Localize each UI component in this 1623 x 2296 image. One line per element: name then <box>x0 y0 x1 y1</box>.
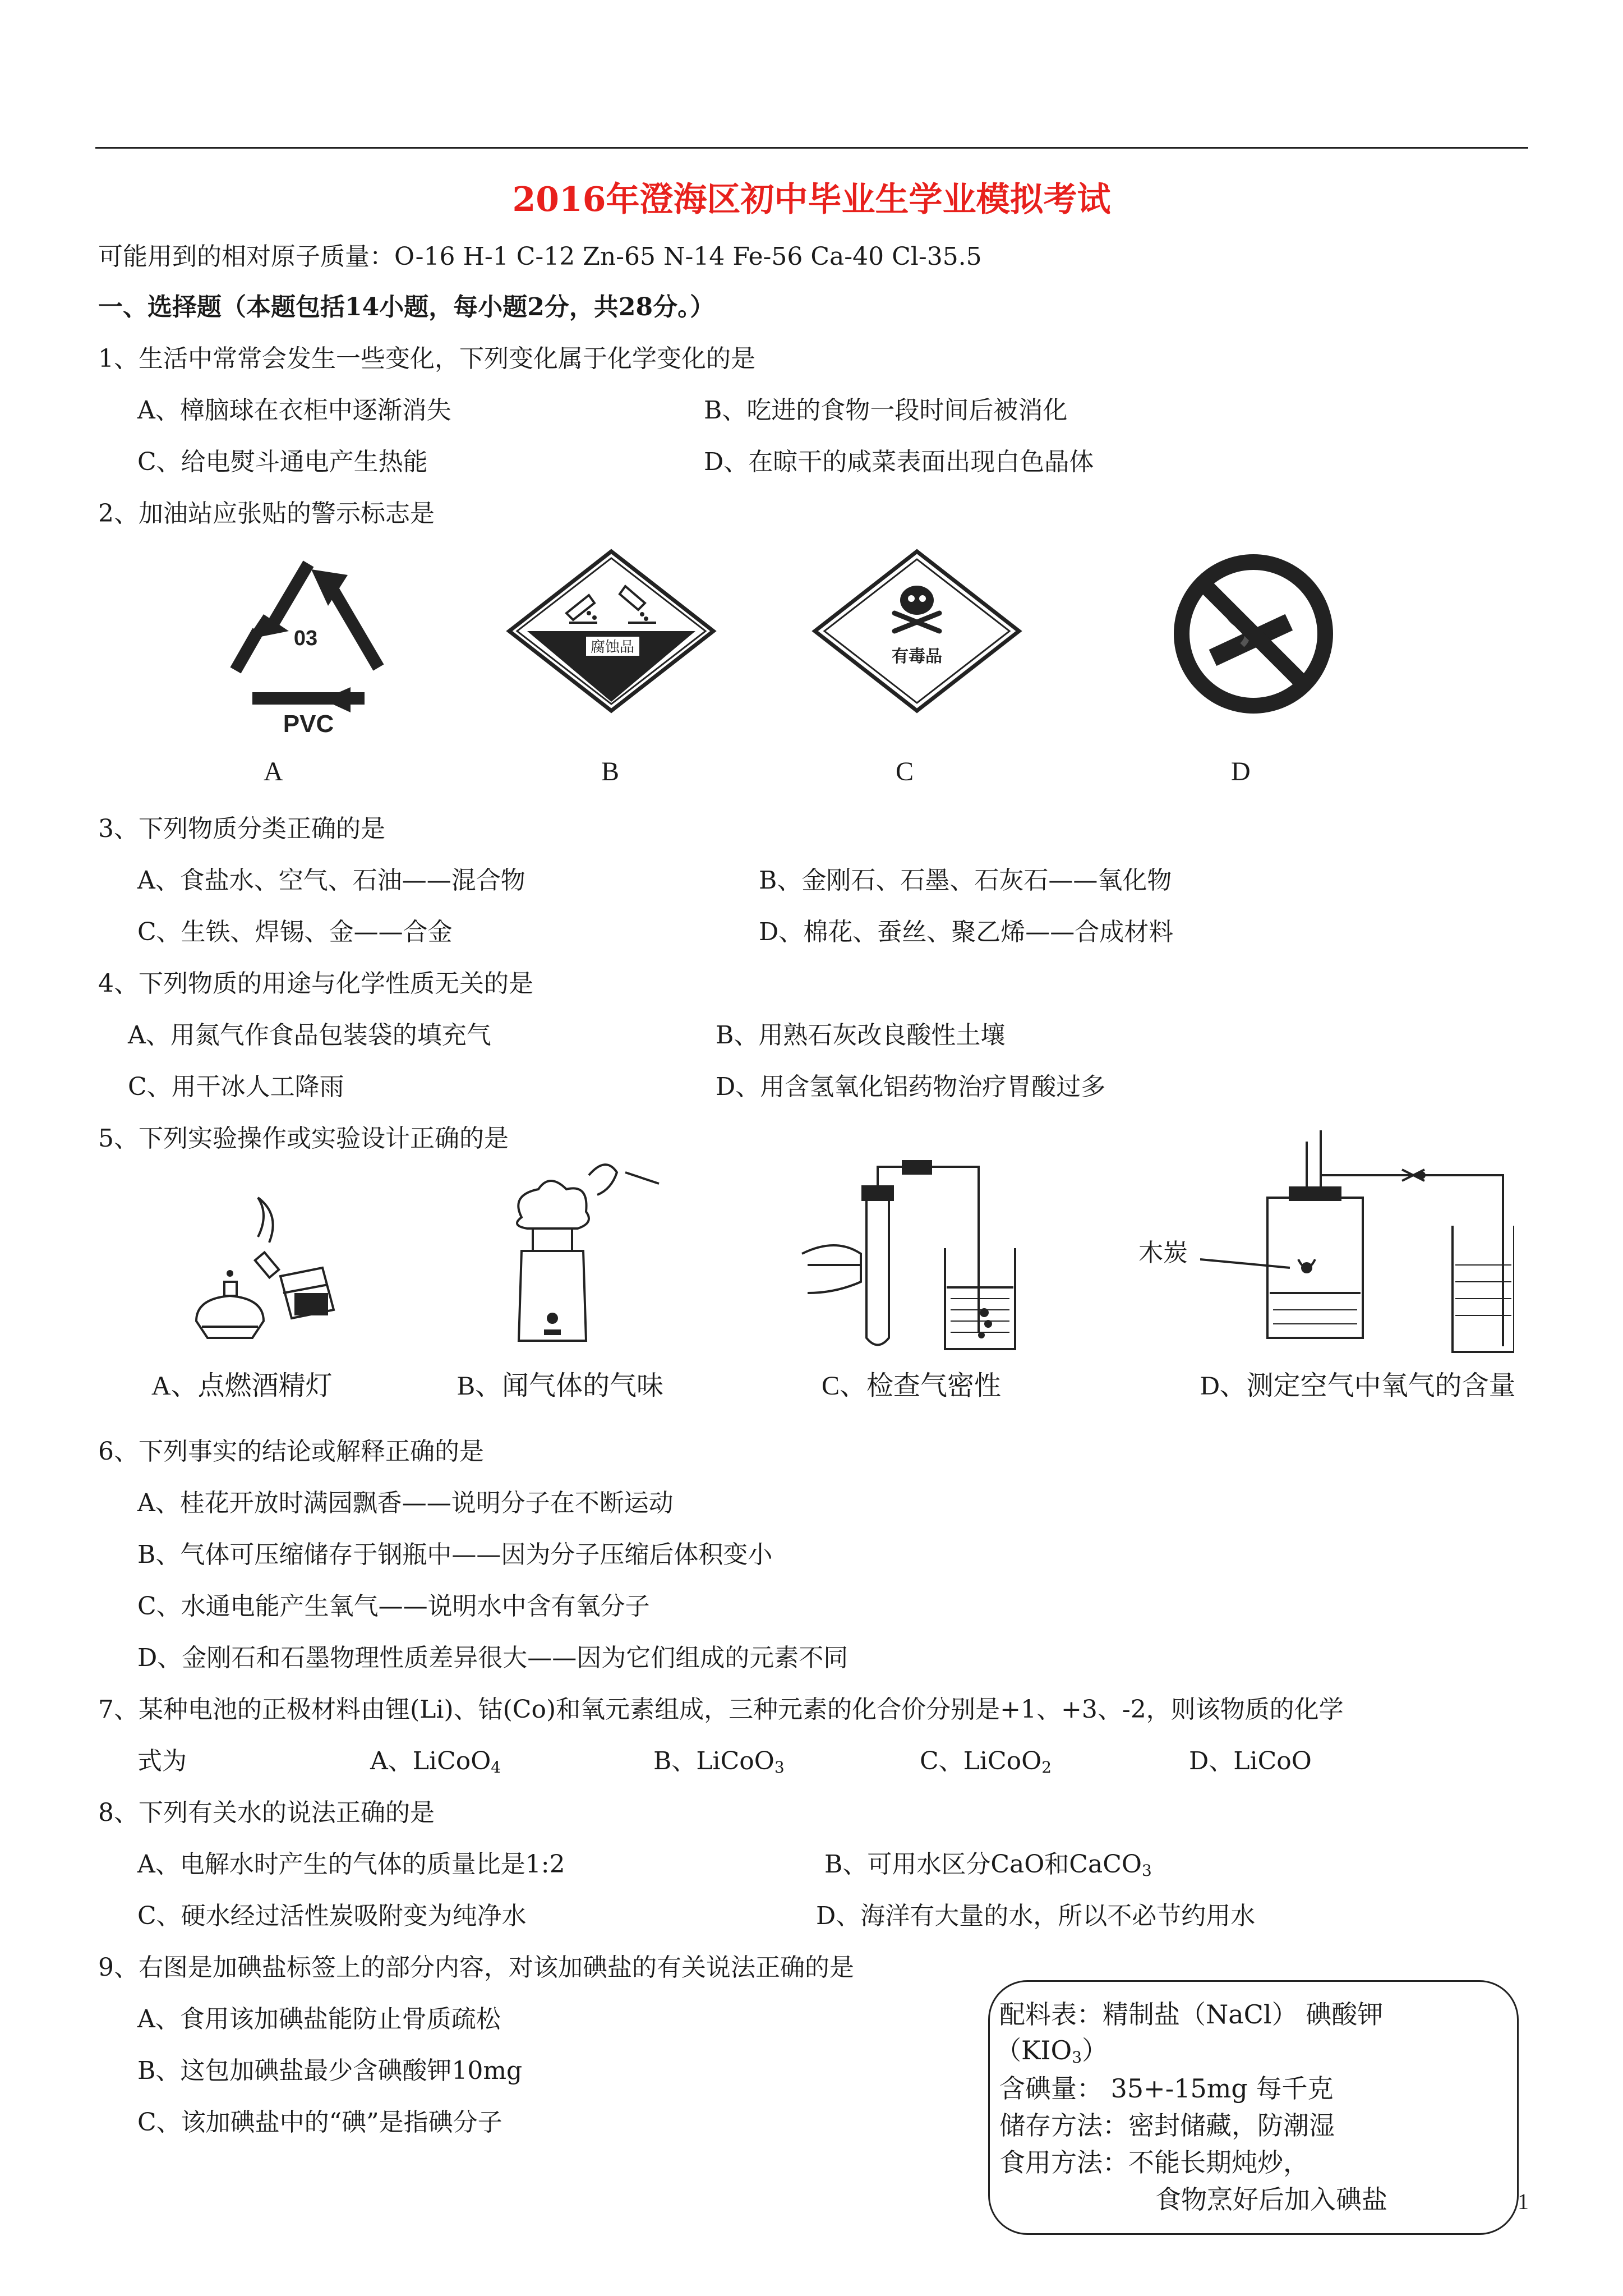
q4-stem: 4、下列物质的用途与化学性质无关的是 <box>98 969 533 998</box>
q3-stem: 3、下列物质分类正确的是 <box>98 815 385 843</box>
q4-option-b: B、用熟石灰改良酸性土壤 <box>716 1021 1006 1050</box>
q2-label-d: D <box>1231 757 1251 786</box>
exam-title: 2016年澄海区初中毕业生学业模拟考试 <box>512 180 1111 219</box>
salt-label-line1: 配料表：精制盐（NaCl） 碘酸钾 <box>999 1999 1384 2030</box>
sign-a-number: 03 <box>293 627 318 650</box>
no-smoking-sign <box>1169 550 1338 718</box>
q6-option-d: D、金刚石和石墨物理性质差异很大——因为它们组成的元素不同 <box>137 1644 849 1672</box>
q3-option-b: B、金刚石、石墨、石灰石——氧化物 <box>759 866 1172 895</box>
sign-c-text: 有毒品 <box>892 647 942 666</box>
q6-option-c: C、水通电能产生氧气——说明水中含有氧分子 <box>137 1592 650 1621</box>
q8-option-d: D、海洋有大量的水，所以不必节约用水 <box>816 1902 1256 1930</box>
q5-option-d: D、测定空气中氧气的含量 <box>1200 1371 1516 1401</box>
salt-label-line3: 含碘量： 35+-15mg 每千克 <box>999 2073 1334 2104</box>
corrosive-sign <box>505 547 718 715</box>
salt-label-line5: 食用方法：不能长期炖炒， <box>999 2147 1309 2178</box>
sign-b-text: 腐蚀品 <box>590 639 635 656</box>
alcohol-lamp-figure <box>185 1164 365 1355</box>
q4-option-c: C、用干冰人工降雨 <box>128 1073 344 1101</box>
smell-gas-figure <box>488 1150 667 1358</box>
q6-option-b: B、气体可压缩储存于钢瓶中——因为分子压缩后体积变小 <box>137 1540 773 1569</box>
atomic-masses: 可能用到的相对原子质量：O-16 H-1 C-12 Zn-65 N-14 Fe-56 Ca-40 Cl-35.5 <box>98 242 982 271</box>
q1-option-b: B、吃进的食物一段时间后被消化 <box>704 396 1068 425</box>
q7-option-c: C、LiCoO$_2$ <box>920 1747 1052 1777</box>
charcoal-label: 木炭 <box>1138 1239 1188 1267</box>
salt-label-line6: 食物烹好后加入碘盐 <box>1155 2184 1387 2215</box>
q8-stem: 8、下列有关水的说法正确的是 <box>98 1798 435 1827</box>
q1-option-d: D、在晾干的咸菜表面出现白色晶体 <box>704 448 1094 476</box>
airtightness-figure <box>791 1153 1038 1355</box>
q9-stem: 9、右图是加碘盐标签上的部分内容，对该加碘盐的有关说法正确的是 <box>98 1953 854 1982</box>
q1-option-c: C、给电熨斗通电产生热能 <box>137 448 428 476</box>
q1-option-a: A、樟脑球在衣柜中逐渐消失 <box>137 396 451 425</box>
sign-a-text: PVC <box>283 710 334 738</box>
q7-option-a: A、LiCoO$_4$ <box>370 1747 501 1777</box>
header-rule <box>95 147 1528 149</box>
q1-stem: 1、生活中常常会发生一些变化，下列变化属于化学变化的是 <box>98 344 755 373</box>
q7-option-b: B、LiCoO$_3$ <box>653 1747 785 1777</box>
q5-stem: 5、下列实验操作或实验设计正确的是 <box>98 1124 509 1153</box>
q2-label-a: A <box>264 757 283 786</box>
page-number: 1 <box>1518 2189 1529 2214</box>
oxygen-measure-figure <box>1200 1125 1514 1360</box>
q4-option-d: D、用含氢氧化铝药物治疗胃酸过多 <box>716 1073 1106 1101</box>
q6-option-a: A、桂花开放时满园飘香——说明分子在不断运动 <box>137 1489 674 1517</box>
recycle-pvc-sign <box>213 547 404 738</box>
section-heading: 一、选择题（本题包括14小题，每小题2分，共28分。） <box>98 293 715 321</box>
q3-option-a: A、食盐水、空气、石油——混合物 <box>137 866 525 895</box>
q8-option-a: A、电解水时产生的气体的质量比是1:2 <box>137 1850 565 1879</box>
q9-option-c: C、该加碘盐中的“碘”是指碘分子 <box>137 2108 502 2137</box>
q7-stem-cont: 式为 <box>137 1747 187 1775</box>
salt-label-line2: $(KIO_3)$ <box>995 2035 1108 2067</box>
toxic-sign <box>810 547 1023 715</box>
q7-option-d: D、LiCoO <box>1189 1747 1312 1775</box>
q8-option-b: B、可用水区分CaO和CaCO$_3$ <box>824 1850 1152 1880</box>
q8-option-c: C、硬水经过活性炭吸附变为纯净水 <box>137 1902 527 1930</box>
q9-option-a: A、食用该加碘盐能防止骨质疏松 <box>137 2005 501 2033</box>
q5-option-c: C、检查气密性 <box>822 1371 1002 1401</box>
q5-option-a: A、点燃酒精灯 <box>151 1371 333 1401</box>
q3-option-d: D、棉花、蚕丝、聚乙烯——合成材料 <box>759 918 1174 946</box>
q6-stem: 6、下列事实的结论或解释正确的是 <box>98 1437 484 1466</box>
salt-label-line4: 储存方法：密封储藏，防潮湿 <box>999 2110 1335 2141</box>
q3-option-c: C、生铁、焊锡、金——合金 <box>137 918 453 946</box>
q4-option-a: A、用氮气作食品包装袋的填充气 <box>128 1021 491 1050</box>
q2-label-c: C <box>896 757 914 786</box>
q2-stem: 2、加油站应张贴的警示标志是 <box>98 499 435 528</box>
q9-option-b: B、这包加碘盐最少含碘酸钾10mg <box>137 2056 523 2085</box>
q7-stem: 7、某种电池的正极材料由锂(Li)、钴(Co)和氧元素组成，三种元素的化合价分别是+1、+3、-2，则该物质的化学 <box>98 1695 1344 1724</box>
q2-label-b: B <box>601 757 620 786</box>
q5-option-b: B、闻气体的气味 <box>457 1371 664 1401</box>
